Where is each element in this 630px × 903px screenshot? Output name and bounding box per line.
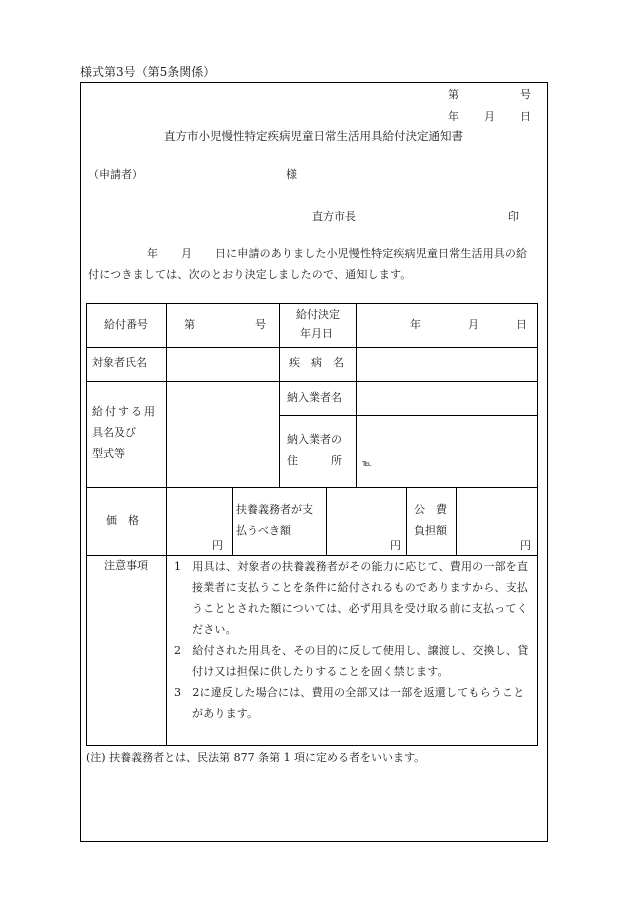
seal-mark: 印: [508, 210, 519, 223]
guardian-pay-label-1: 扶養義務者が支: [236, 503, 313, 516]
benefit-number-suffix: 号: [255, 318, 266, 331]
public-yen: 円: [520, 539, 531, 552]
notes-label: 注意事項: [104, 559, 148, 572]
decision-date-year: 年: [410, 318, 421, 331]
form-label: 様式第3号（第5条関係）: [80, 65, 216, 79]
item-label-3: 型式等: [92, 447, 125, 460]
vendor-address-label-1: 納入業者の: [287, 433, 342, 446]
intro-line2: 付につきましては、次のとおり決定しましたので、通知します。: [88, 268, 412, 281]
intro-year: 年: [147, 247, 158, 260]
note-item: 2 給付された用具を、その目的に反して使用し、譲渡し、交換し、貸付け又は担保に供したりすることを固く禁じます。: [174, 644, 529, 678]
public-label-1: 公 費: [414, 503, 447, 516]
decision-date-day: 日: [516, 318, 527, 331]
note-item: 1 用具は、対象者の扶養義務者がその能力に応じて、費用の一部を直接業者に支払うことを条件に給付されるものでありますから、支払うこととされた額については、必ず用具を受け取る前に支払ってください。: [174, 560, 529, 636]
subject-name-label: 対象者氏名: [92, 356, 147, 369]
intro-line1: 日に申請のありました小児慢性特定疾病児童日常生活用具の給: [215, 247, 528, 260]
notes-list: [174, 556, 530, 724]
note-item: 3 2に違反した場合には、費用の全部又は一部を返還してもらうことがあります。: [174, 686, 525, 720]
item-label-2: 具名及び: [92, 426, 136, 439]
intro-month: 月: [181, 247, 192, 260]
benefit-number-prefix: 第: [184, 318, 195, 331]
applicant-label: （申請者）: [88, 168, 143, 181]
decision-date-label-1: 給付決定: [296, 308, 340, 321]
price-yen: 円: [212, 539, 223, 552]
phone-mark: ℡: [362, 459, 372, 469]
footnote: (注) 扶養義務者とは、民法第 877 条第 1 項に定める者をいいます。: [86, 751, 426, 764]
header-number-prefix: 第: [448, 88, 459, 101]
item-label-1: 給付する用: [92, 405, 157, 418]
issuer: 直方市長: [312, 210, 356, 223]
public-label-2: 負担額: [414, 524, 447, 537]
vendor-address-label-2: 住 所: [287, 454, 342, 467]
header-date-month: 月: [484, 110, 495, 123]
decision-date-label-2: 年月日: [300, 327, 333, 340]
header-number-suffix: 号: [520, 88, 531, 101]
guardian-pay-label-2: 払うべき額: [236, 524, 291, 537]
document-title: 直方市小児慢性特定疾病児童日常生活用具給付決定通知書: [164, 129, 463, 143]
header-date-day: 日: [520, 110, 531, 123]
benefit-number-label: 給付番号: [104, 318, 148, 331]
vendor-name-label: 納入業者名: [287, 391, 342, 404]
header-date-year: 年: [448, 110, 459, 123]
decision-date-month: 月: [468, 318, 479, 331]
disease-label: 疾 病 名: [289, 356, 344, 369]
price-label: 価 格: [106, 514, 139, 527]
honorific: 様: [286, 168, 297, 181]
guardian-pay-yen: 円: [390, 539, 401, 552]
